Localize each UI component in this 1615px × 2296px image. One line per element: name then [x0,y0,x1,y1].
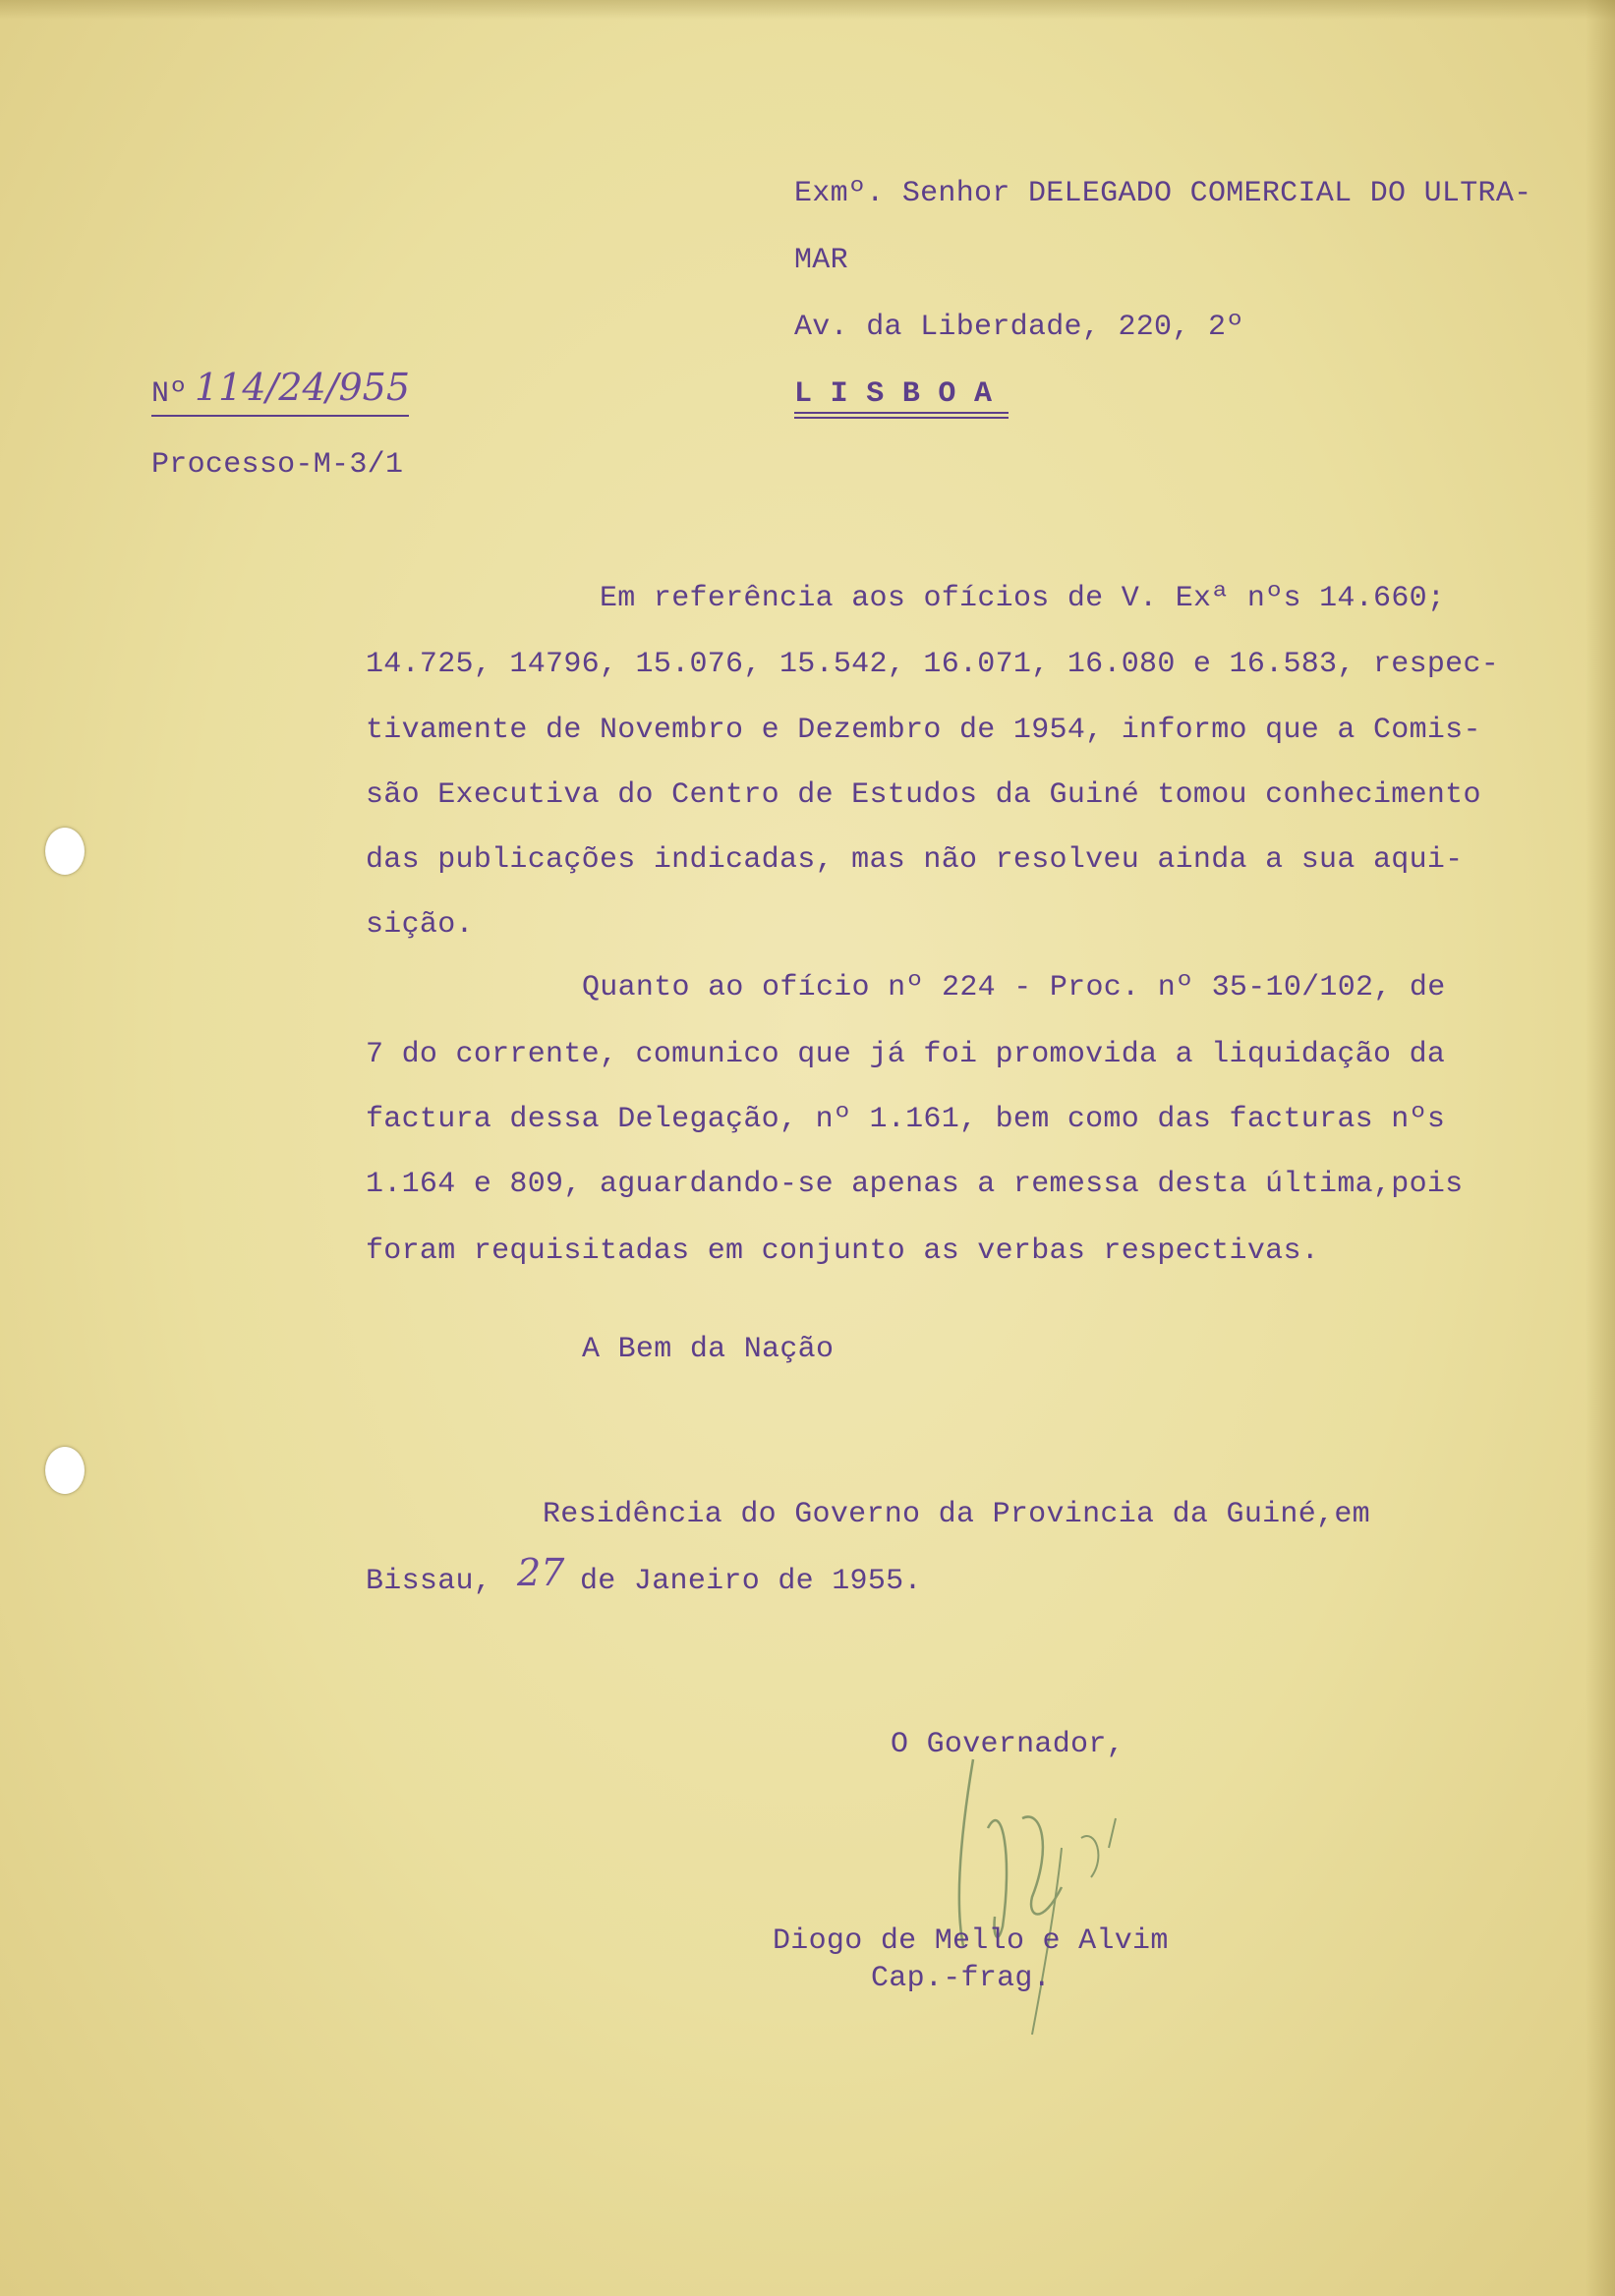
body-p1-line-5: das publicações indicadas, mas não resolveu ainda a sua aqui- [366,843,1464,877]
city-underline-2 [794,417,1009,419]
recipient-address: Av. da Liberdade, 220, 2º [794,311,1244,344]
reference-number-handwritten: 114/24/955 [195,366,411,409]
process-reference: Processo-M-3/1 [151,448,404,482]
paper-edge-right [1586,0,1615,2296]
closing-place-line-1: Residência do Governo da Provincia da Guiné,em [543,1498,1370,1531]
body-p1-line-6: sição. [366,908,474,942]
body-p2-line-5: foram requisitadas em conjunto as verbas respectivas. [366,1234,1320,1268]
body-p1-line-1: Em referência aos ofícios de V. Exª nºs 14.660; [600,582,1446,615]
reference-underline [151,415,409,417]
paper-edge-top [0,0,1615,20]
handwritten-signature [934,1700,1150,2054]
body-p1-line-4: são Executiva do Centro de Estudos da Guiné tomou conhecimento [366,778,1481,812]
signature-name: Diogo de Mello e Alvim [773,1924,1169,1958]
reference-number-prefix: Nº [151,377,188,411]
punch-hole-top [45,828,85,875]
body-p2-line-2: 7 do corrente, comunico que já foi promovida a liquidação da [366,1038,1446,1071]
body-p2-line-1: Quanto ao ofício nº 224 - Proc. nº 35-10/102, de [582,971,1446,1004]
recipient-city: L I S B O A [794,377,993,411]
closing-salutation: A Bem da Nação [582,1333,835,1366]
body-p2-line-4: 1.164 e 809, aguardando-se apenas a remessa desta última,pois [366,1168,1464,1201]
closing-day-handwritten: 27 [517,1551,565,1594]
signature-rank: Cap.-frag. [871,1962,1052,1995]
recipient-line-1: Exmº. Senhor DELEGADO COMERCIAL DO ULTRA- [794,177,1532,210]
recipient-line-2: MAR [794,244,848,277]
body-p1-line-2: 14.725, 14796, 15.076, 15.542, 16.071, 16.080 e 16.583, respec- [366,648,1500,681]
body-p1-line-3: tivamente de Novembro e Dezembro de 1954, informo que a Comis- [366,714,1481,747]
body-p2-line-3: factura dessa Delegação, nº 1.161, bem como das facturas nºs [366,1103,1446,1136]
closing-date-suffix: de Janeiro de 1955. [580,1565,922,1598]
signature-role: O Governador, [891,1728,1125,1761]
city-underline-1 [794,412,1009,414]
punch-hole-bottom [45,1447,85,1494]
closing-place-prefix: Bissau, [366,1565,492,1598]
